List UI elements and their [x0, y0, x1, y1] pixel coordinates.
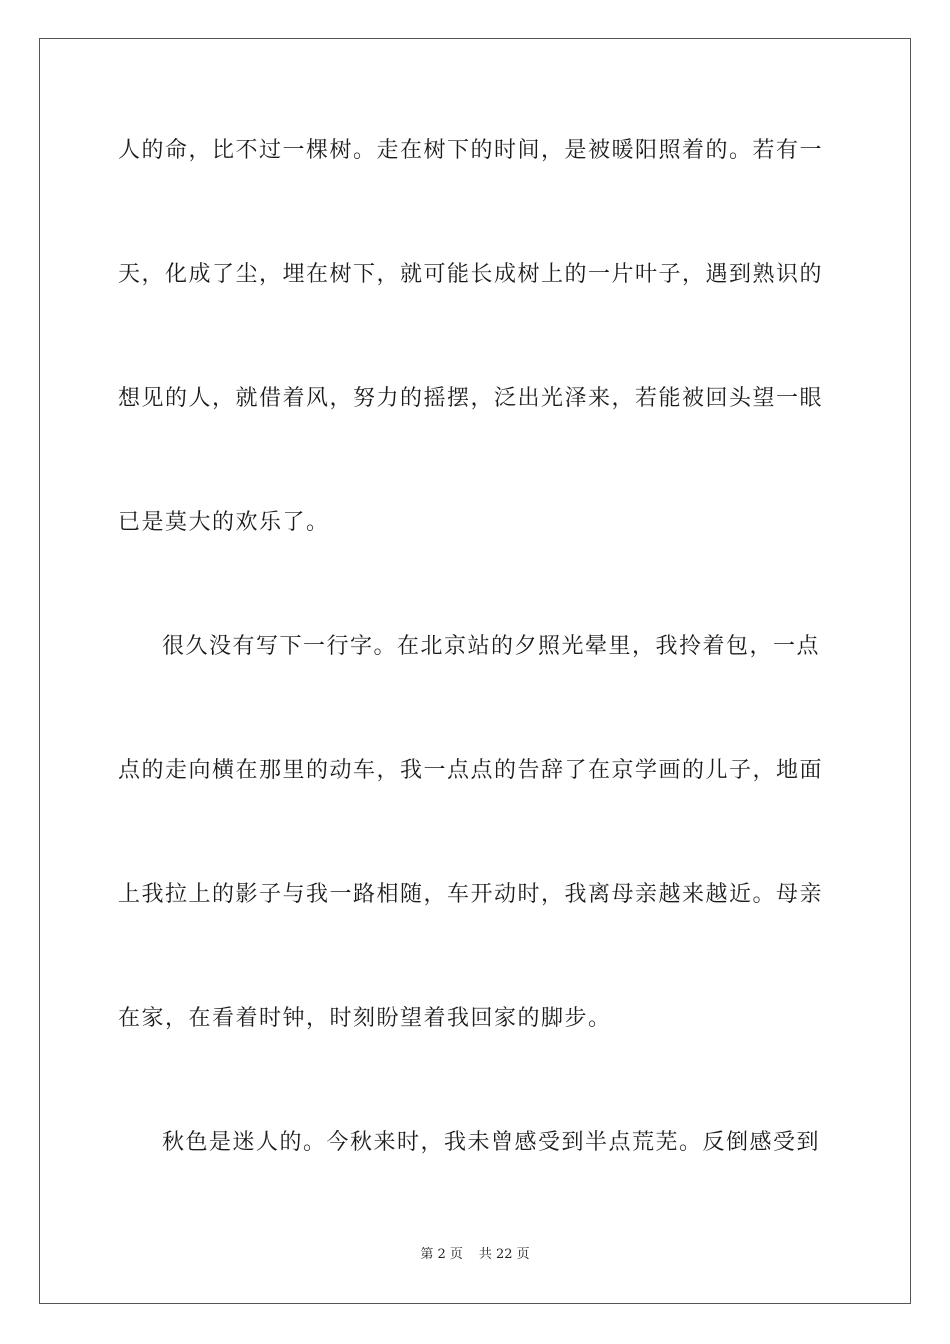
text-line: 想见的人，就借着风，努力的摇摆，泛出光泽来，若能被回头望一眼: [118, 386, 824, 411]
text-line: 已是莫大的欢乐了。: [118, 510, 330, 535]
text-line: 在家，在看着时钟，时刻盼望着我回家的脚步。: [118, 1006, 612, 1031]
page-number: 第 2 页: [420, 1247, 463, 1262]
text-line: 上我拉上的影子与我一路相随，车开动时，我离母亲越来越近。母亲: [118, 882, 824, 907]
text-line: 点的走向横在那里的动车，我一点点的告辞了在京学画的儿子，地面: [118, 758, 824, 783]
text-line: 人的命，比不过一棵树。走在树下的时间，是被暖阳照着的。若有一: [118, 138, 824, 163]
paragraph-first-line: 秋色是迷人的。今秋来时，我未曾感受到半点荒芜。反倒感受到: [162, 1130, 821, 1155]
page-footer: [0, 1246, 950, 1264]
page-border: [39, 38, 911, 1304]
paragraph-first-line: 很久没有写下一行字。在北京站的夕照光晕里，我拎着包，一点: [162, 634, 821, 659]
page-total: 共 22 页: [478, 1247, 530, 1262]
text-line: 天，化成了尘，埋在树下，就可能长成树上的一片叶子，遇到熟识的: [118, 262, 824, 287]
